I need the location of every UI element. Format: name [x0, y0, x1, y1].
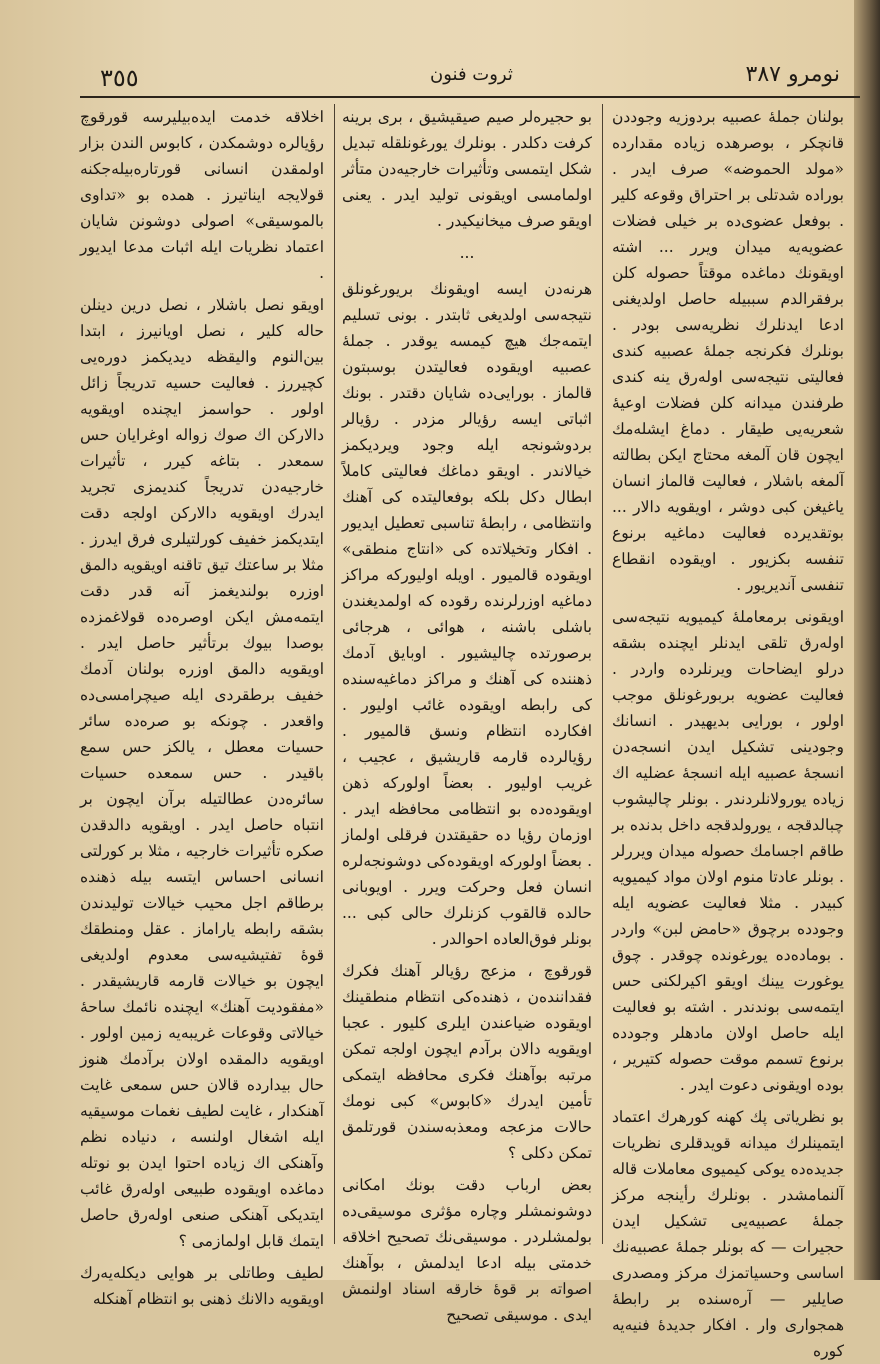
paragraph: اویقونی برمعاملهٔ کیمیویه نتیجه‌سی اوله‌رق تلقی ایدنلر ایچنده بشقه درلو ایضاحات ویرنلرده واردر . فعالیت عضویه بربورغونلق موجب اولور ، بورایی بدیهیدر . انسانك وجودینی تشکیل ایدن انسجه‌دن انسجهٔ عصبیه ایله انسجهٔ عضلیه اك زیاده یورولانلردندر . بونلر چالیشوب چبالدقجه ، یورولدقجه داخل بدنده بر طاقم اجسامك حصوله میدان ویررلر . بونلر عادتا منوم اولان مواد کیمیویه کبیدر . مثلا فعالیت عضویه ایله وجودده برچوق «حامض لبن» واردر . بوماده‌ده یورغونده چوقدر . چوق یوغورت یینك اویقو اکیرلکنی حس ایتمه‌سی بوندندر . اشته بو فعالیت ایله حاصل اولان مادهلر وجودده برنوع تسمم موقت حصوله کتیریر ، بوده اویقونی دعوت ایدر .	[612, 608, 844, 1094]
paragraph: اویقو نصل باشلار ، نصل درین دینلن حاله کلیر ، نصل اویانیرز ، ابتدا بین‌النوم والیقظه دیدیکمز دوره‌یی کچیررز . فعالیت حسیه تدریجاً زائل اولور . حواسمز ایچنده اویقویه دالارکن اك صوك زواله اوغرایان حس سمعدر . بتاغه کیرر ، تأثیرات خارجیه‌دن تدریجاً کندیمزی تجرید ایدرك اویقویه دالارکن اولجه دقت ایتدیکمز خفیف کورلتیلری فرق ایدرز . مثلا بر ساعتك تیق تاقنه اویقویه دالمق اوزره بولندیغمز آنه قدر دقت ایتمه‌مش ایکن اوصره‌ده قولاغمزده بوصدا بیوك برتأثیر حاصل ایدر . اویقویه دالمق اوزره بولنان آدمك خفیف برطقردی ایله صیچرامسی‌ده واقعدر . چونکه بو صره‌ده سائر حسیات معطل ، یالکز حس سمع باقیدر . حس سمعده حسیات سائره‌دن عطالتیله برآن ایچون بر انتباه حاصل ایدر . اویقویه دالدقدن صکره تأثیرات خارجیه ، مثلا بر کورلتی انسانی احساس ایتسه بیله ذهنده برطاقم اجل محیب خیالات تولیدندن بشقه رابطه یاراماز . عقل ومنطقك قوهٔ تفتیشیه‌سی معدوم اولدیغی ایچون بو خیالات قارمه قاریشیقدر . «مفقودیت آهنك» ایچنده نائمك ساحهٔ خیالاتی وقوعات غریبه‌یه زمین اولور . اویقویه دالمقده اولان برآدمك هنوز حال بیدارده قالان حس سمعی غایت آهنکدار ، غایت لطیف نغمات موسیقیه ایله اشغال اولنسه ، دنیاده نظم وآهنکی اك زیاده احتوا ایدن بو نوتله دماغده اویقوده طبیعی اوله‌رق غائب ایتدیکی آهنکی صنعی اوله‌رق حاصل ایتمك قابل اولمازمی ؟	[80, 296, 324, 1250]
paragraph: بو نظریاتی پك کهنه کورهرك اعتماد ایتمینلرك میدانه قویدقلری نظریات جدیده‌ده یوکی کیمیوی معاملات قاله آلنمامشدر . بونلرك رأینجه مرکز جملهٔ عصبیه‌یی تشکیل ایدن حجیرات — که بونلر جملهٔ عصبیه‌نك اساسی وحسیاتمزك مرکز ومصدری صایلیر — آره‌سنده بر رابطهٔ همجواری وار . افکار جدیدهٔ فنیه‌یه کوره	[612, 1108, 844, 1360]
column-right	[612, 104, 844, 1360]
paragraph: بولنان جملهٔ عصبیه بردوزیه وجوددن قانچکر ، بوصرهده زیاده مقدارده «مولد الحموضه» صرف ایدر . بوراده شدتلی بر احتراق وقوعه کلیر . بوفعل عضوی‌ده بر خیلی فضلات عضویه‌یه میدان ویرر ... اشته اویقونك دماغده موقتاً حصوله کلن برفقرالدم سببیله حاصل اولدیغنی ادعا ایدنلرك نظریه‌سی بودر . بونلرك فکرنجه جملهٔ عصبیه کندی فعالیتی نتیجه‌سی اوله‌رق ینه کندی طرفندن میدانه کلن فضلات اوعیهٔ شعریه‌یی طیقار . دماغ ایشله‌مك ایچون قان آلمغه محتاج ایکن بطالته آلمغه باشلار ، فعالیت قالماز انسان یاغیغن کبی دوشر ، اویقویه دالار ... بوتقدیرده فعالیت دماغیه برنوع تنفسه بکزیور . اویقوده انقطاع تنفسی آندیریور .	[612, 108, 844, 594]
page-number: ٣٥٥	[100, 64, 139, 92]
column-divider	[334, 104, 335, 1244]
page-header	[70, 58, 860, 94]
paragraph: لطیف وطاتلی بر هوایی دیکله‌یه‌رك اویقویه دالانك ذهنی بو انتظام آهنکله	[80, 1264, 324, 1308]
paragraph: قورقوچ ، مزعج رؤیالر آهنك فکرك فقداننده‌ن ، ذهنده‌کی انتظام منطقینك اویقوده ضیاعندن ایلری کلیور . عجبا اویقویه دالان برآدم ایچون اولجه تمکن مرتبه بوآهنك فکری محافظه ایتمکی تأمین ایدرك «کابوس» کبی نومك حالات مزعجه ومعذبه‌سندن قورتلمق تمکن دکلی ؟	[342, 962, 592, 1162]
column-left	[80, 104, 324, 1308]
paragraph: بعض ارباب دقت بونك امکانی دوشونمشلر وچاره مؤثری موسیقی‌ده بولمشلردر . موسیقی‌نك تصحیح اخلاقه خدمتی بیله ادعا ایدلمش ، بوآهنك اصواته بر قوهٔ خارقه اسناد اولنمش ایدی . موسیقی تصحیح	[342, 1176, 592, 1324]
journal-title: ثروت فنون	[430, 64, 513, 85]
paragraph: هرنه‌دن ایسه اویقونك بریورغونلق نتیجه‌سی اولدیغی ثابتدر . بونی تسلیم ایتمه‌جك هیچ کیمسه یوقدر . جملهٔ عصبیه اویقوده فعالیتدن بوسبتون قالماز . بورایی‌ده شایان دقتدر . بونك اثباتی ایسه رؤیالر مزدر . رؤیالر بردوشونجه ایله وجود ویردیکمز خیالاندر . اویقو دماغك فعالیتی کاملاً ابطال دکل بلکه بوفعالیتده کی آهنك وانتظامی ، رابطهٔ تناسبی تعطیل ایدیور . افکار وتخیلاتده کی «انتاج منطقی» اویقوده قالمیور . اویله اولیورکه مراکز دماغیه اوزرلرنده رقوده که اولمدیغندن باشلی باشنه ، هوائی ، هرجائی برصورتده چالیشیور . اوبایق آدمك ذهننده کی آهنك و مراکز دماغیه‌سنده کی رابطه اویقوده غائب اولیور . افکارده انتظام ونسق قالمیور . رؤیالرده قارمه قاریشیق ، عجیب ، غریب اولیور . بعضاً اولورکه ذهن اویقوده‌ده بو انتظامی محافظه ایدر . اوزمان رؤیا ده حقیقتدن فرقلی اولماز . بعضاً اولورکه اویقوده‌کی دوشونجه‌لره انسان فعل وحرکت ویرر . اویوبانی حالده قالقوب کزنلرك حالی کبی ... بونلر فوق‌العاده احوالدر .	[342, 280, 592, 948]
paragraph: اخلاقه خدمت ایده‌بیلیرسه قورقوچ رؤیالره دوشمکدن ، کابوس الندن بزار اولمقدن انسانی قورتاره‌بیله‌جکنه قولایجه ایناتیرز . همده بو «تداوی بالموسیقی» اصولی دوشونن شایان اعتماد نظریات ایله اثبات مدعا ایدیور .	[80, 108, 324, 282]
section-separator: ...	[459, 244, 475, 262]
book-binding-shadow	[854, 0, 880, 1280]
header-rule	[80, 96, 860, 98]
issue-number: نومرو ٣٨٧	[745, 62, 840, 87]
column-divider	[602, 104, 603, 1244]
paragraph: بو حجیره‌لر صیم صیقیشیق ، بری برینه کرفت دکلدر . بونلرك یورغونلقله تبدیل شکل ایتمسی وتأثیرات خارجیه‌دن متأثر اولمامسی اویقونی تولید ایدر . یعنی اویقو صرف میخانیکیدر .	[342, 108, 592, 230]
column-middle	[342, 104, 592, 1324]
